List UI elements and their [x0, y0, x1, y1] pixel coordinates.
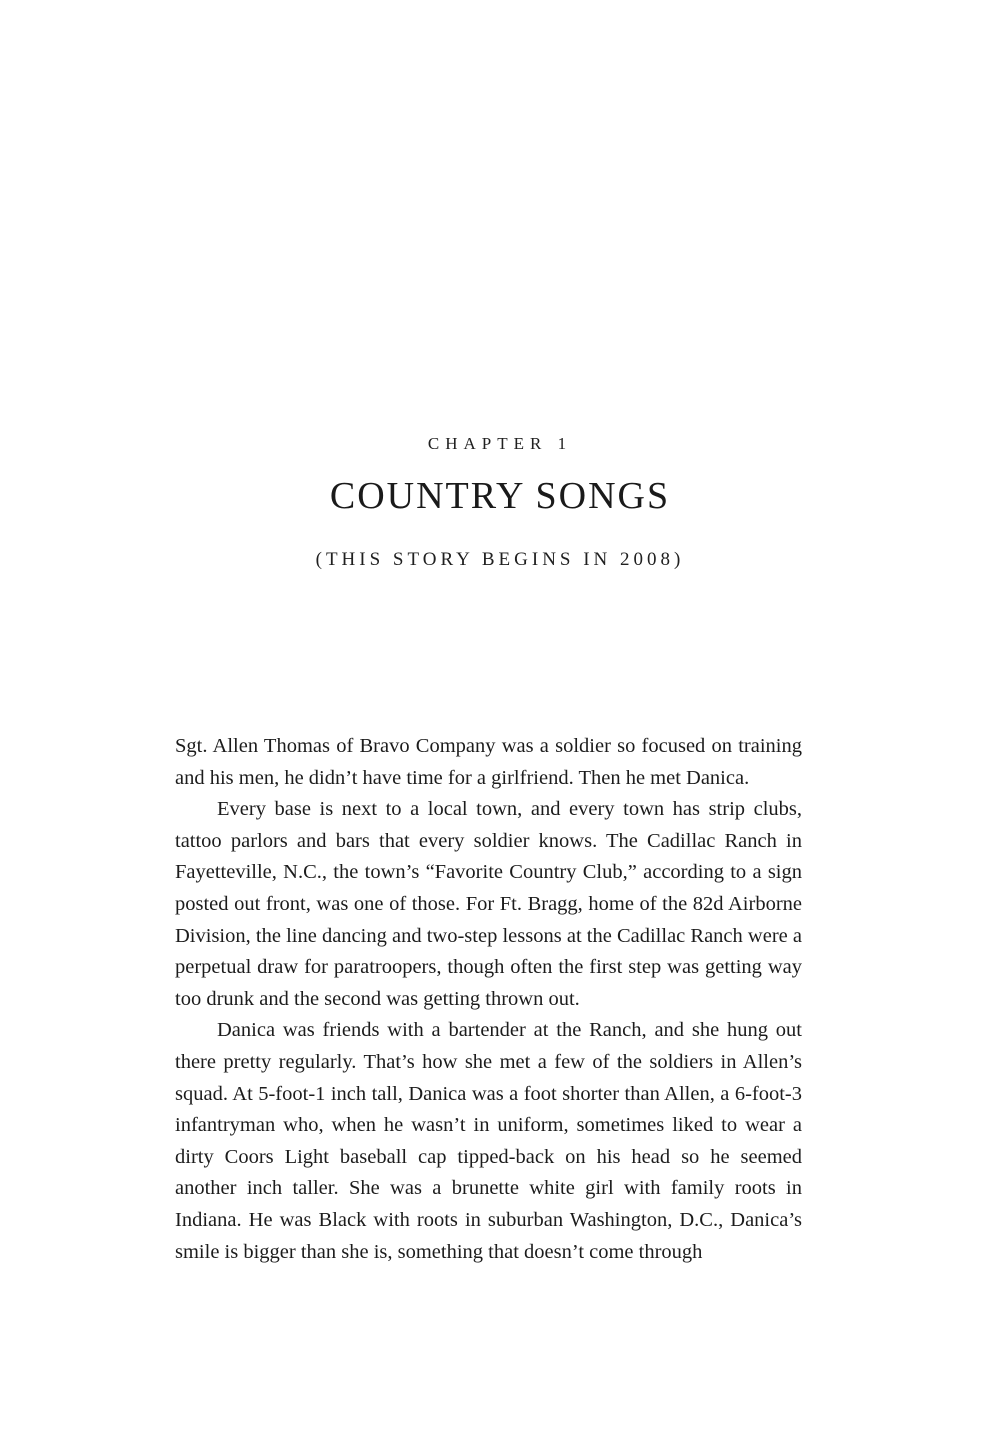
paragraph: Danica was friends with a bartender at the Ranch, and she hung out there pretty regularly. That’s how she met a few of the soldiers in Allen’s squad. At 5-foot-1 inch tall, Danica was a foot shorter than Allen, a 6-foot-3 infantryman who, when he wasn’t in uniform, sometimes liked to wear a dirty Coors Light baseball cap tipped-back on his head so he seemed another inch taller. She was a brunette white girl with family roots in Indiana. He was Black with roots in suburban Washington, D.C., Danica’s smile is bigger than she is, something that doesn’t come through [175, 1019, 802, 1263]
paragraph: Every base is next to a local town, and every town has strip clubs, tattoo parlors and bars that every soldier knows. The Cadillac Ranch in Fayetteville, N.C., the town’s “Favorite Country Club,” according to a sign posted out front, was one of those. For Ft. Bragg, home of the 82d Airborne Division, the line dancing and two-step lessons at the Cadillac Ranch were a perpetual draw for paratroopers, though often the first step was getting way too drunk and the second was getting thrown out. [175, 798, 802, 1010]
chapter-number-label: CHAPTER 1 [427, 434, 573, 453]
chapter-subtitle: (THIS STORY BEGINS IN 2008) [315, 549, 685, 570]
chapter-body [175, 731, 802, 1268]
chapter-title: COUNTRY SONGS [329, 475, 671, 517]
paragraph: Sgt. Allen Thomas of Bravo Company was a soldier so focused on training and his men, he didn’t have time for a girlfriend. Then he met Danica. [175, 735, 802, 789]
